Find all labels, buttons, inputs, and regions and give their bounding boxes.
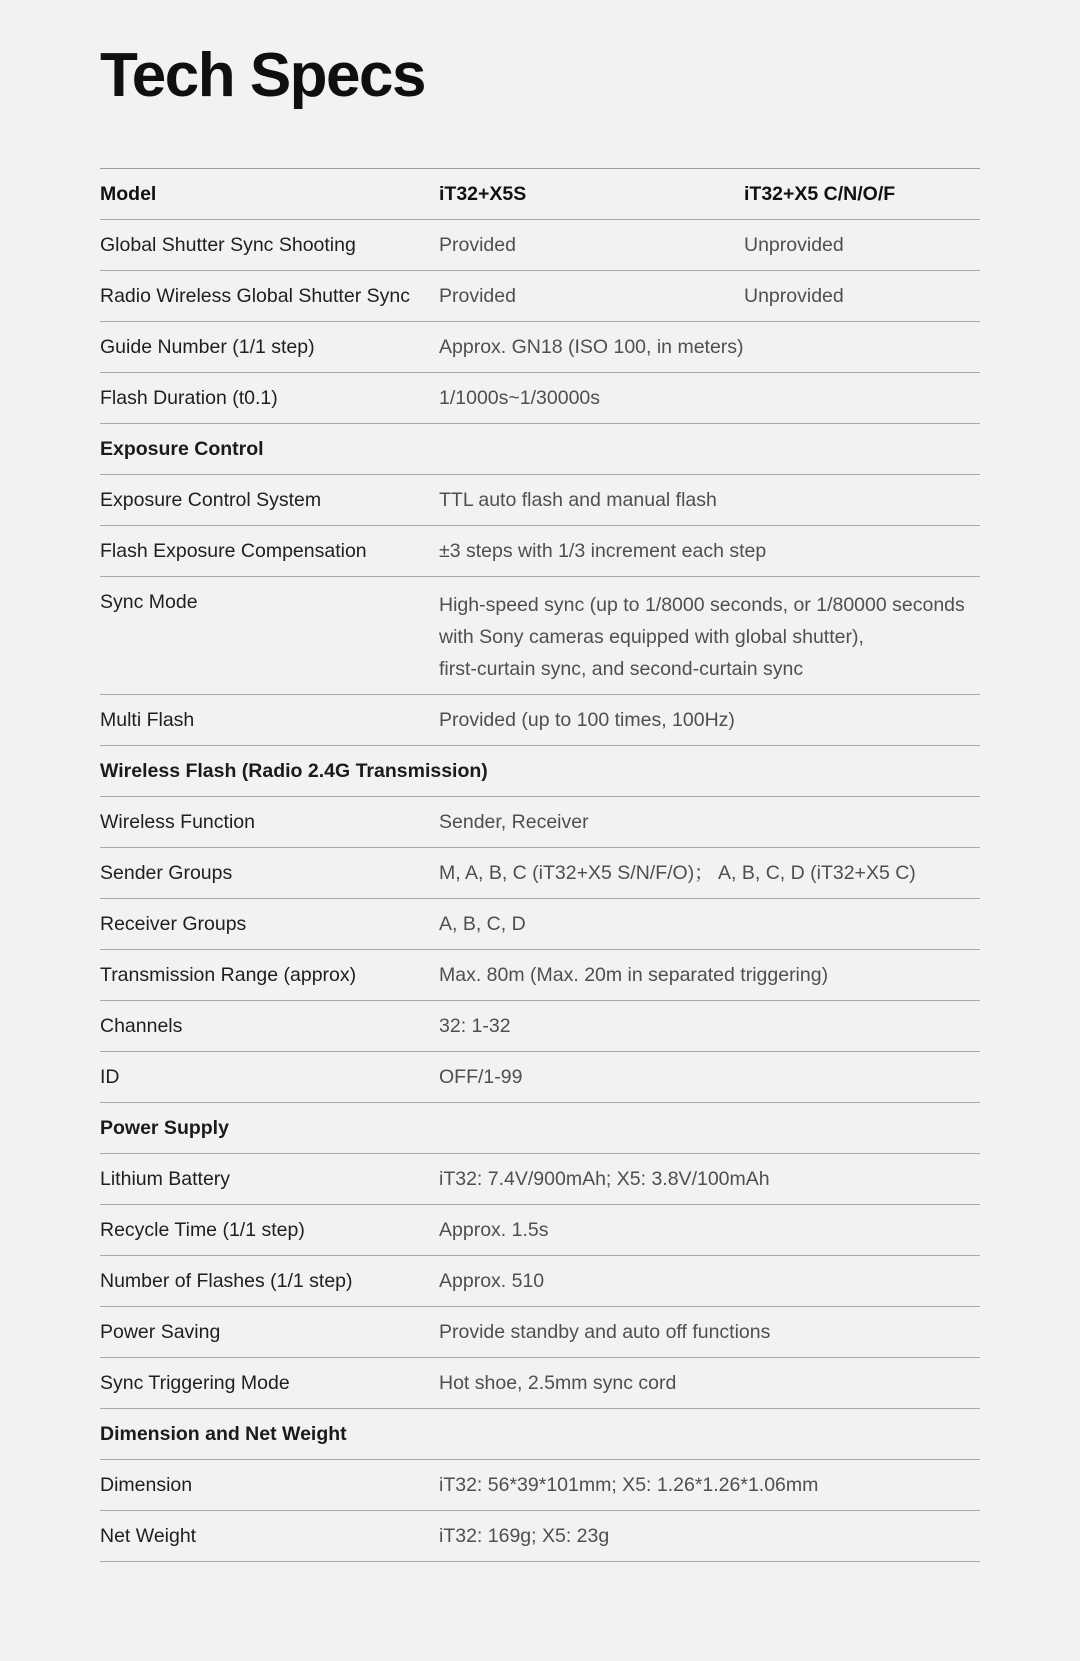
spec-label: Flash Duration (t0.1) bbox=[100, 387, 278, 409]
table-row bbox=[100, 373, 980, 424]
spec-label: Channels bbox=[100, 1015, 183, 1037]
spec-value bbox=[439, 589, 984, 685]
table-row bbox=[100, 271, 980, 322]
table-row bbox=[100, 1256, 980, 1307]
table-row bbox=[100, 526, 980, 577]
page-title: Tech Specs bbox=[100, 41, 426, 110]
spec-value-model-1: Provided bbox=[439, 285, 516, 307]
spec-label: Power Saving bbox=[100, 1321, 221, 1343]
spec-label: Global Shutter Sync Shooting bbox=[100, 234, 356, 256]
table-row bbox=[100, 899, 980, 950]
table-row bbox=[100, 1052, 980, 1103]
spec-label: Flash Exposure Compensation bbox=[100, 540, 367, 562]
spec-label: Sync Triggering Mode bbox=[100, 1372, 290, 1394]
header-model-1: iT32+X5S bbox=[439, 183, 527, 205]
spec-value: Provided (up to 100 times, 100Hz) bbox=[439, 709, 735, 731]
table-row bbox=[100, 1001, 980, 1052]
spec-value: TTL auto flash and manual flash bbox=[439, 489, 717, 511]
spec-value: OFF/1-99 bbox=[439, 1066, 523, 1088]
section-row-wireless-flash bbox=[100, 746, 980, 797]
header-model-label: Model bbox=[100, 183, 157, 205]
header-model-2: iT32+X5 C/N/O/F bbox=[744, 183, 896, 205]
spec-value: iT32: 56*39*101mm; X5: 1.26*1.26*1.06mm bbox=[439, 1474, 819, 1496]
table-row bbox=[100, 1307, 980, 1358]
table-row bbox=[100, 695, 980, 746]
table-row bbox=[100, 1460, 980, 1511]
spec-value: 1/1000s~1/30000s bbox=[439, 387, 601, 409]
spec-label: Wireless Function bbox=[100, 811, 255, 833]
spec-value: M, A, B, C (iT32+X5 S/N/F/O)； A, B, C, D (iT32+X5 C) bbox=[439, 862, 916, 884]
spec-value: 32: 1-32 bbox=[439, 1015, 511, 1037]
section-row-power-supply bbox=[100, 1103, 980, 1154]
section-heading: Dimension and Net Weight bbox=[100, 1423, 347, 1445]
spec-label: Sync Mode bbox=[100, 591, 198, 613]
spec-value: A, B, C, D bbox=[439, 913, 526, 935]
spec-label: Number of Flashes (1/1 step) bbox=[100, 1270, 353, 1292]
table-row bbox=[100, 322, 980, 373]
spec-label: Exposure Control System bbox=[100, 489, 322, 511]
spec-value: Approx. GN18 (ISO 100, in meters) bbox=[439, 336, 744, 358]
spec-value: ±3 steps with 1/3 increment each step bbox=[439, 540, 767, 562]
spec-value-line: first-curtain sync, and second-curtain sync bbox=[439, 658, 804, 680]
spec-value: iT32: 169g; X5: 23g bbox=[439, 1525, 610, 1547]
table-row bbox=[100, 797, 980, 848]
table-row bbox=[100, 1511, 980, 1562]
spec-label: Sender Groups bbox=[100, 862, 233, 884]
spec-label: Net Weight bbox=[100, 1525, 197, 1547]
spec-value: Provide standby and auto off functions bbox=[439, 1321, 771, 1343]
table-row bbox=[100, 475, 980, 526]
section-heading: Wireless Flash (Radio 2.4G Transmission) bbox=[100, 760, 488, 782]
spec-value: Max. 80m (Max. 20m in separated triggering) bbox=[439, 964, 829, 986]
spec-value-model-2: Unprovided bbox=[744, 285, 844, 307]
spec-value: iT32: 7.4V/900mAh; X5: 3.8V/100mAh bbox=[439, 1168, 770, 1190]
section-row-dimension-weight bbox=[100, 1409, 980, 1460]
spec-value: Hot shoe, 2.5mm sync cord bbox=[439, 1372, 677, 1394]
table-row bbox=[100, 848, 980, 899]
spec-label: Dimension bbox=[100, 1474, 193, 1496]
spec-value-line: High-speed sync (up to 1/8000 seconds, or 1/80000 seconds bbox=[439, 594, 965, 616]
section-heading: Power Supply bbox=[100, 1117, 229, 1139]
spec-value: Approx. 1.5s bbox=[439, 1219, 549, 1241]
spec-value: Sender, Receiver bbox=[439, 811, 589, 833]
spec-label: Transmission Range (approx) bbox=[100, 964, 357, 986]
spec-label: Guide Number (1/1 step) bbox=[100, 336, 315, 358]
table-header-row bbox=[100, 169, 980, 220]
spec-label: Radio Wireless Global Shutter Sync bbox=[100, 285, 410, 307]
table-row bbox=[100, 1358, 980, 1409]
specs-table bbox=[100, 168, 980, 1562]
table-row bbox=[100, 220, 980, 271]
table-row bbox=[100, 577, 980, 695]
spec-value: Approx. 510 bbox=[439, 1270, 545, 1292]
spec-label: ID bbox=[100, 1066, 120, 1088]
table-row bbox=[100, 950, 980, 1001]
spec-value-model-2: Unprovided bbox=[744, 234, 844, 256]
spec-label: Multi Flash bbox=[100, 709, 195, 731]
spec-label: Recycle Time (1/1 step) bbox=[100, 1219, 305, 1241]
spec-value-line: with Sony cameras equipped with global shutter), bbox=[439, 626, 864, 648]
section-heading: Exposure Control bbox=[100, 438, 264, 460]
section-row-exposure-control bbox=[100, 424, 980, 475]
table-row bbox=[100, 1154, 980, 1205]
spec-value-model-1: Provided bbox=[439, 234, 516, 256]
spec-label: Receiver Groups bbox=[100, 913, 247, 935]
table-row bbox=[100, 1205, 980, 1256]
spec-label: Lithium Battery bbox=[100, 1168, 231, 1190]
